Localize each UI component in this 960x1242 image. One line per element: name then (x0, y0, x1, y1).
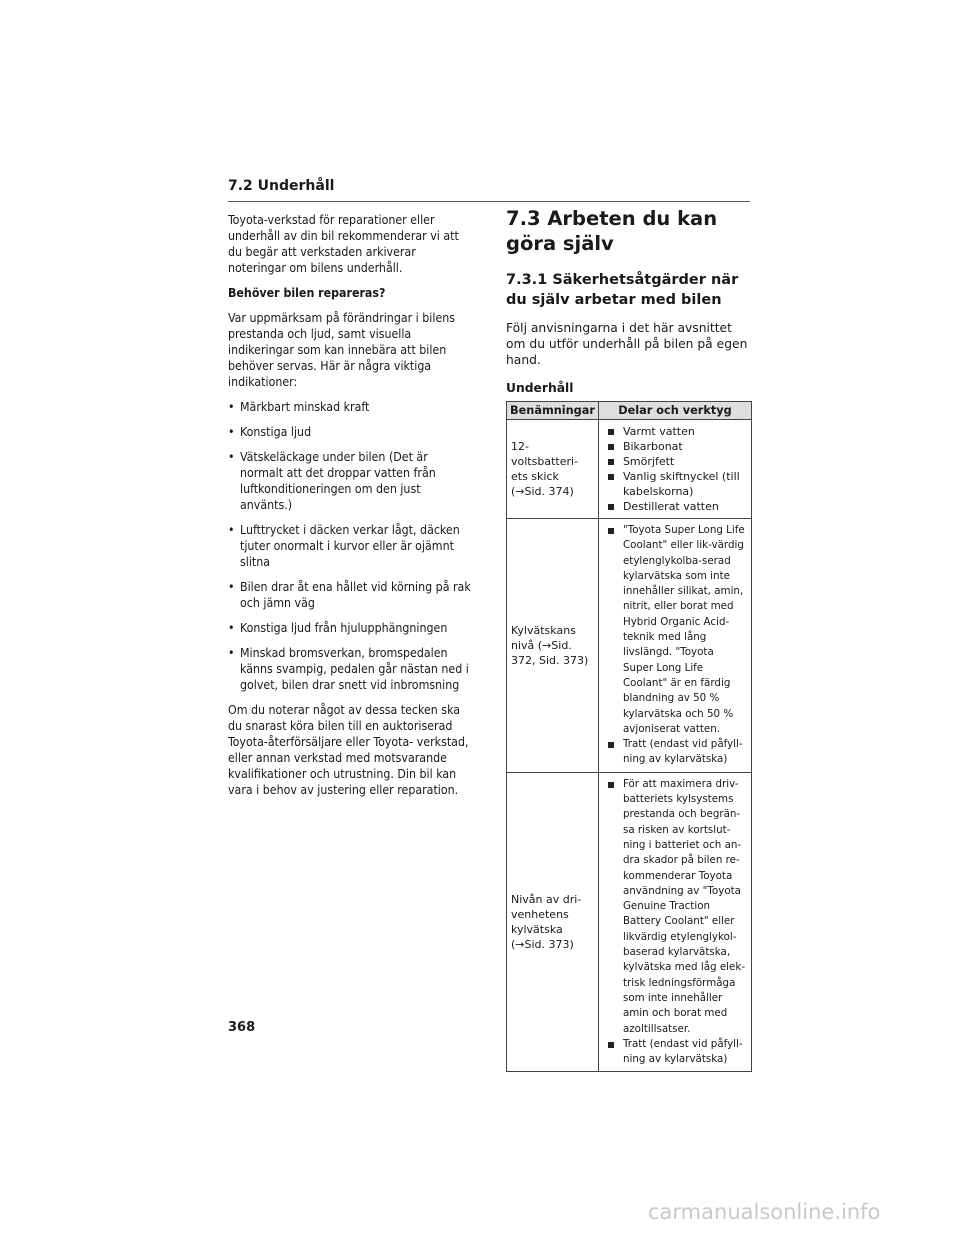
part-item: "Toyota Super Long Life Coolant" eller lik-värdig etylenglykolba-serad kylarvätska som inte innehåller silikat, amin, nitrit, eller borat med Hybrid Organic Acid-teknik med lång livslängd. "Toyota Super Long Life Coolant" är en färdig blandning av 50 % kylarvätska och 50 % avjoniserat vatten. (603, 523, 747, 737)
row-parts (598, 772, 751, 1072)
subsection-heading: 7.3.1 Säkerhetsåtgärder när du själv arbetar med bilen (506, 272, 739, 308)
question-heading: Behöver bilen repareras? (228, 286, 386, 300)
part-item: Tratt (endast vid påfyll-ning av kylarvätska) (603, 1037, 747, 1068)
part-item: Varmt vatten (603, 424, 747, 439)
chapter-heading: 7.3 Arbeten du kan göra själv (506, 207, 718, 255)
list-item: • Vätskeläckage under bilen (Det är normalt att det droppar vatten från luftkonditioneringen om den just använts.) (228, 449, 473, 513)
row-name: Kylvätskans nivå (→Sid. 372, Sid. 373) (507, 519, 599, 773)
subsection-intro: Följ anvisningarna i det här avsnittet om du utför underhåll på bilen på egen hand. (506, 321, 748, 367)
part-item: För att maximera driv-batteriets kylsystems prestanda och begrän-sa risken av kortslut-ning i batteriet och an-dra skador på bilen re-kommenderar Toyota användning av "Toyota Genuine Traction Battery Coolant" eller likvärdig etylenglykol-baserad kylarvätska, kylvätska med låg elek-trisk ledningsförmåga som inte innehåller amin och borat med azoltillsatser. (603, 777, 747, 1037)
part-item: Destillerat vatten (603, 499, 747, 514)
column-header-names: Benämningar (507, 402, 599, 420)
list-item: • Märkbart minskad kraft (228, 399, 473, 415)
table-header-row (507, 402, 752, 420)
row-parts (598, 519, 751, 773)
list-item: • Lufttrycket i däcken verkar lågt, däcken tjuter onormalt i kurvor eller är ojämnt slitna (228, 522, 473, 570)
left-column (228, 212, 473, 807)
column-header-parts: Delar och verktyg (598, 402, 751, 420)
outro-paragraph: Om du noterar något av dessa tecken ska du snarast köra bilen till en auktoriserad Toyota-återförsäljare eller Toyota- verkstad, eller annan verkstad med motsvarande kvalifikationer och utrustning. Din bil kan vara i behov av justering eller reparation. (228, 703, 469, 797)
part-item: Tratt (endast vid påfyll-ning av kylarvätska) (603, 737, 747, 768)
row-name: 12-voltsbatteri-ets skick (→Sid. 374) (507, 420, 599, 519)
table-row (507, 420, 752, 519)
part-item: Bikarbonat (603, 439, 747, 454)
watermark: carmanualsonline.info (648, 1200, 881, 1224)
maintenance-table (506, 401, 752, 1072)
right-column (506, 206, 752, 1072)
list-item: • Konstiga ljud från hjulupphängningen (228, 620, 473, 636)
part-item: Smörjfett (603, 454, 747, 469)
indication-list (228, 399, 473, 693)
list-item: • Minskad bromsverkan, bromspedalen känns svampig, pedalen går nästan ned i golvet, bilen drar snett vid inbromsning (228, 645, 473, 693)
table-title: Underhåll (506, 381, 574, 395)
list-item: • Konstiga ljud (228, 424, 473, 440)
page-number: 368 (228, 1020, 256, 1035)
row-name: Nivån av dri-venhetens kylvätska (→Sid. 373) (507, 772, 599, 1072)
section-header: 7.2 Underhåll (228, 178, 750, 202)
part-item: Vanlig skiftnyckel (till kabelskorna) (603, 469, 747, 499)
table-row (507, 519, 752, 773)
table-row (507, 772, 752, 1072)
intro-paragraph: Toyota-verkstad för reparationer eller underhåll av din bil rekommenderar vi att du begär att verkstaden arkiverar noteringar om bilens underhåll. (228, 213, 459, 275)
list-item: • Bilen drar åt ena hållet vid körning på rak och jämn väg (228, 579, 473, 611)
lead-paragraph: Var uppmärksam på förändringar i bilens prestanda och ljud, samt visuella indikeringar som kan innebära att bilen behöver servas. Här är några viktiga indikationer: (228, 311, 456, 389)
row-parts (598, 420, 751, 519)
